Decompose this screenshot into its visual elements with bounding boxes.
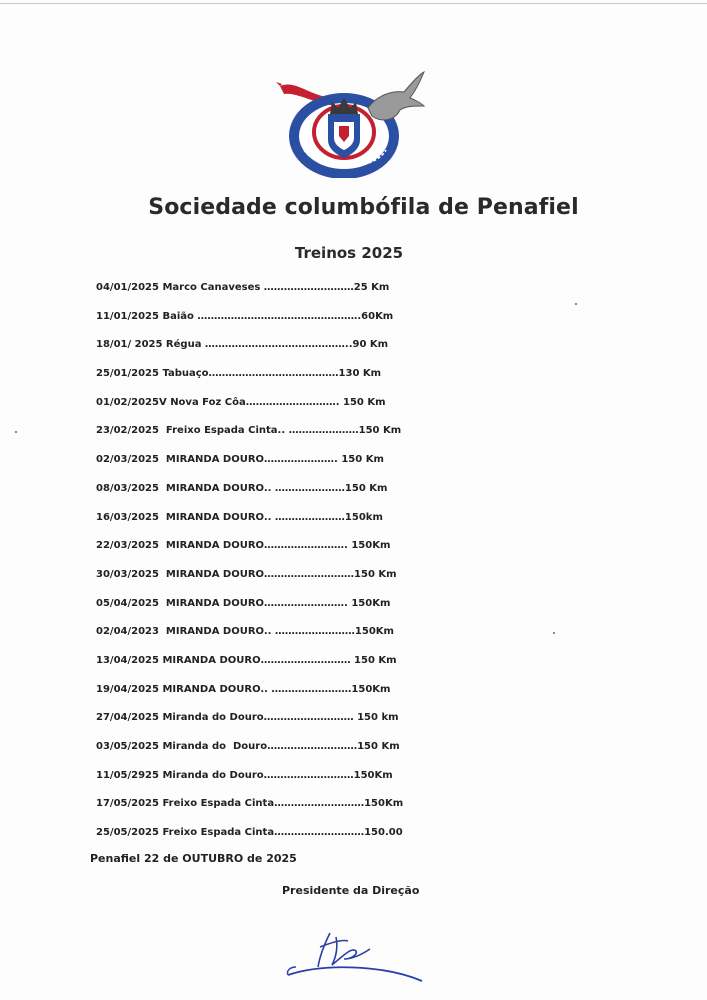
training-row: 25/05/2025 Freixo Espada Cinta………………………150.00: [96, 827, 403, 839]
training-row: 23/02/2025 Freixo Espada Cinta.. …………………150 Km: [96, 425, 402, 437]
training-row: 08/03/2025 MIRANDA DOURO.. …………………150 Km: [96, 482, 388, 494]
handwritten-signature-icon: [284, 925, 434, 990]
training-row: 30/03/2025 MIRANDA DOURO………………………150 Km: [96, 568, 397, 580]
scan-speck: [15, 431, 17, 433]
training-row: 11/05/2925 Miranda do Douro………………………150Km: [96, 769, 393, 781]
training-row: 01/02/2025V Nova Foz Côa………………………. 150 Km: [96, 396, 386, 408]
training-row: 05/04/2025 MIRANDA DOURO……………………. 150Km: [96, 597, 391, 609]
training-row: 19/04/2025 MIRANDA DOURO.. ……………………150Km: [96, 683, 391, 695]
scan-edge-line: [0, 3, 707, 4]
training-row: 22/03/2025 MIRANDA DOURO……………………. 150Km: [96, 540, 391, 552]
signatory-role: Presidente da Direção: [282, 884, 420, 897]
training-row: 17/05/2025 Freixo Espada Cinta………………………150Km: [96, 798, 404, 810]
training-row: 18/01/ 2025 Régua ……………………………………..90 Km: [96, 339, 389, 351]
document-title: Sociedade columbófila de Penafiel: [148, 195, 579, 220]
training-row: 13/04/2025 MIRANDA DOURO……………………… 150 Km: [96, 654, 397, 666]
training-row: 03/05/2025 Miranda do Douro………………………150 Km: [96, 741, 400, 752]
training-row: 25/01/2025 Tabuaço…………………………………130 Km: [96, 368, 382, 380]
training-row: 02/04/2023 MIRANDA DOURO.. ……………………150Km: [96, 626, 394, 638]
training-row: 27/04/2025 Miranda do Douro……………………… 150 km: [96, 712, 399, 724]
scan-speck: [575, 303, 577, 305]
training-row: 02/03/2025 MIRANDA DOURO…………………. 150 Km: [96, 454, 384, 466]
training-row: 11/01/2025 Baião ………………………………………….60Km: [96, 310, 394, 322]
society-crest-logo-icon: [276, 70, 426, 178]
scan-speck: [553, 632, 555, 634]
training-row: 04/01/2025 Marco Canaveses ………………………25 Km: [96, 282, 390, 293]
training-row: 16/03/2025 MIRANDA DOURO.. …………………150km: [96, 511, 383, 523]
place-date: Penafiel 22 de OUTUBRO de 2025: [90, 852, 297, 865]
training-list: [96, 281, 426, 855]
document-subtitle: Treinos 2025: [294, 244, 404, 262]
